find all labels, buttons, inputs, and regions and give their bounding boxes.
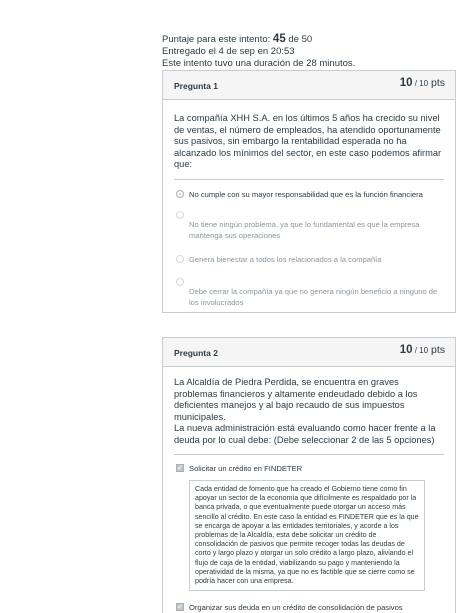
points-unit: pts (428, 344, 445, 356)
question-1-points-total: 10 (419, 79, 429, 88)
answer-option-label: No tiene ningún problema, ya que lo fundamental es que la empresa mantenga sus operaciones (189, 219, 420, 240)
question-2-points (400, 344, 445, 356)
question-2-points-total: 10 (419, 346, 429, 355)
question-2-score: 10 (399, 344, 413, 356)
question-2 (162, 337, 456, 613)
answer-option-label: Debe cerrar la compañía ya que no genera ningún beneficio a ninguno de los involucrados (189, 286, 438, 307)
radio-icon[interactable] (176, 211, 184, 219)
radio-selected-icon[interactable] (176, 190, 184, 198)
question-2-paragraph-2: La nueva administración está evaluando como hacer frente a la deuda por lo cual debe: (Debe seleccionar 2 de las 5 opciones) (174, 423, 436, 445)
answer-option-label: Organizar sus deuda en un crédito de consolidación de pasivos (189, 603, 403, 613)
question-1-title: Pregunta 1 (174, 81, 218, 91)
radio-icon[interactable] (176, 255, 184, 263)
points-separator: / (412, 79, 420, 88)
question-2-header (163, 338, 455, 367)
points-unit: pts (428, 77, 445, 89)
points-separator: / (412, 346, 420, 355)
question-2-text (163, 377, 455, 446)
answer-option-3[interactable] (163, 254, 455, 265)
question-2-divider (174, 454, 444, 455)
question-1-text: La compañía XHH S.A. en los últimos 5 años ha crecido su nivel de ventas, el número de empleados, ha atendido oportunamente sus pasivos, sin embargo la rentabilidad esperada no ha alcanzado los mínimos del sector, en este caso podemos afirmar que: (174, 113, 442, 169)
question-1-header (163, 71, 455, 100)
answer-option-consolidacion[interactable] (163, 602, 455, 613)
checkbox-checked-icon[interactable]: ✓ (177, 604, 183, 612)
score-line (162, 33, 442, 46)
checkbox-checked-icon[interactable]: ✓ (177, 465, 183, 472)
question-1 (162, 70, 456, 313)
question-1-points (400, 77, 445, 89)
submitted-line: Entregado el 4 de sep en 20:53 (162, 46, 295, 57)
answer-option-label: Solicitar un crédito en FINDETER (189, 464, 303, 473)
attempt-summary (162, 33, 442, 70)
score-label: Puntaje para este intento: (162, 34, 273, 45)
answer-option-2[interactable] (163, 210, 455, 241)
answer-option-1[interactable] (163, 189, 455, 200)
answer-option-findeter[interactable] (163, 463, 455, 474)
score-total: de 50 (285, 34, 313, 45)
question-2-title: Pregunta 2 (174, 348, 218, 358)
question-1-divider (174, 179, 444, 180)
answer-option-label: Genera bienestar a todos los relacionados a la compañía (189, 254, 382, 264)
duration-line: Este intento tuvo una duración de 28 minutos. (162, 58, 356, 69)
score-value: 45 (272, 33, 286, 45)
question-2-paragraph-1: La Alcaldía de Piedra Perdida, se encuentra en graves problemas financieros y altamente endeudado debido a los deficientes manejos y al bajo recaudo de sus impuestos municipales. (174, 377, 418, 422)
radio-icon[interactable] (176, 278, 184, 286)
answer-feedback-comment: Cada entidad de fomento que ha creado el Gobierno tiene como fin apoyar un sector de la economía que difícilmente es respaldado por la banca privada, o que eventualmente puede otorgar un acceso más sencillo al crédito. En este caso la entidad es FINDETER que es la que se encarga de apoyar a las entidades territoriales, y acorde a los problemas de la Alcaldía, esta debe solicitar un crédito de consolidación de pasivos que permite recoger todas las deudas de corto y largo plazo y otorgar un solo crédito a largo plazo, aliviando el flujo de caja de la entidad, viabilizando su pago y manteniendo la operatividad de la misma, ya que no es factible que se cierre como se podría hacer con una empresa. (189, 480, 425, 591)
answer-option-label: No cumple con su mayor responsabilidad que es la función financiera (189, 189, 423, 199)
question-1-score: 10 (399, 77, 413, 89)
answer-option-4[interactable] (163, 277, 455, 308)
